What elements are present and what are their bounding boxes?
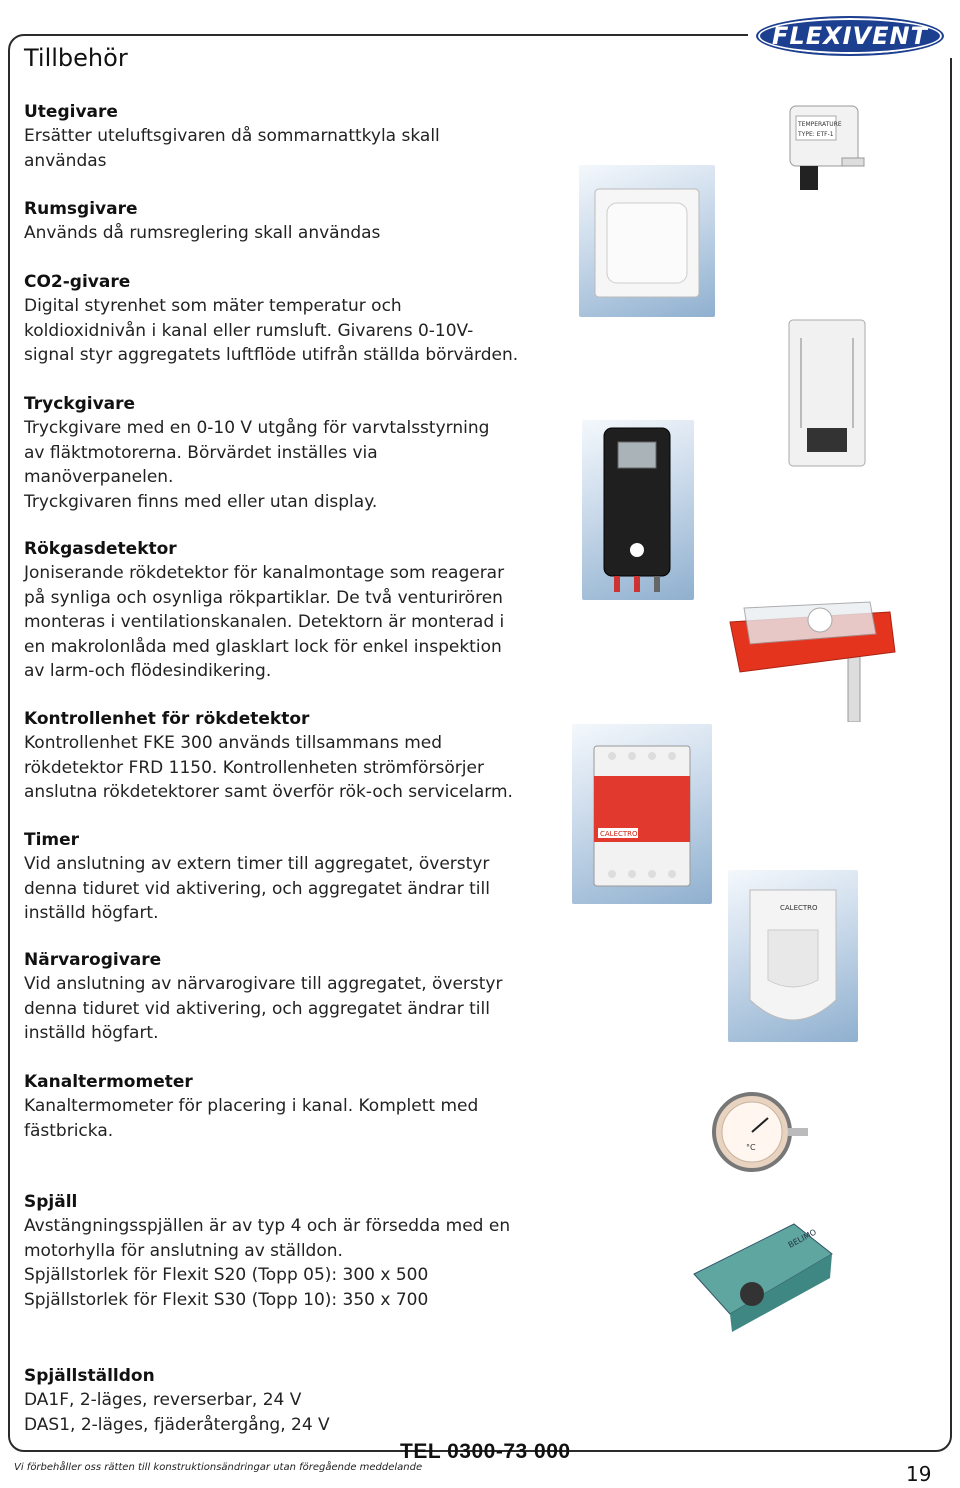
section-heading: CO2-givare [24, 272, 131, 292]
section-body: Tryckgivare med en 0-10 V utgång för varvtalsstyrning av fläktmotorerna. Börvärdet inställes via manöverpanelen. Tryckgivaren finns med eller utan display. [24, 418, 490, 512]
section-heading: Timer [24, 830, 80, 850]
pressure-sensor-image [582, 420, 694, 600]
section-narvarogivare [24, 948, 524, 1046]
page-title: Tillbehör [24, 44, 128, 72]
section-heading: Närvarogivare [24, 950, 162, 970]
section-body: Joniserande rökdetektor för kanalmontage som reagerar på synliga och osynliga rökpartiklar. De två venturirören monteras i ventilationskanalen. Detektorn är monterad i en makrolonlåda med glasklart lock för enkel inspektion av larm-och flödesindikering. [24, 563, 505, 681]
section-co2-givare [24, 270, 524, 368]
section-heading: Spjäll [24, 1192, 78, 1212]
section-body: Digital styrenhet som mäter temperatur och koldioxidnivån i kanal eller rumsluft. Givarens 0-10V- signal styr aggregatets luftflöde utifrån ställda börvärden. [24, 296, 519, 365]
section-body: DA1F, 2-läges, reverserbar, 24 V DAS1, 2-läges, fjäderåtergång, 24 V [24, 1390, 330, 1435]
section-heading: Rumsgivare [24, 199, 138, 219]
presence-sensor-image [728, 870, 858, 1042]
section-tryckgivare [24, 392, 524, 514]
section-rumsgivare [24, 197, 524, 246]
section-body: Används då rumsreglering skall användas [24, 223, 381, 243]
section-heading: Kontrollenhet för rökdetektor [24, 709, 310, 729]
thermometer-unit: °C [746, 1143, 756, 1152]
section-spjall [24, 1190, 524, 1312]
section-timer [24, 828, 524, 926]
section-heading: Spjällställdon [24, 1366, 155, 1386]
section-heading: Utegivare [24, 102, 118, 122]
room-sensor-image [579, 165, 715, 317]
section-body: Kanaltermometer för placering i kanal. Komplett med fästbricka. [24, 1096, 479, 1141]
section-heading: Rökgasdetektor [24, 539, 177, 559]
section-kanaltermometer [24, 1070, 524, 1143]
actuator-brand: BELIMO [786, 1227, 818, 1250]
co2-sensor-image [777, 308, 877, 473]
section-body: Ersätter uteluftsgivaren då sommarnattkyla skall användas [24, 126, 440, 171]
presence-sensor-brand: CALECTRO [780, 904, 818, 912]
smoke-detector-image [700, 572, 900, 722]
section-rokgasdetektor [24, 537, 524, 684]
duct-thermometer-image [700, 1078, 810, 1188]
section-body: Vid anslutning av närvarogivare till aggregatet, överstyr denna tiduret vid aktivering, och aggregatet ändrar till inställd högfart. [24, 974, 503, 1043]
section-heading: Kanaltermometer [24, 1072, 193, 1092]
footer-telephone: TEL 0300-73 000 [400, 1440, 571, 1463]
section-body: Avstängningsspjällen är av typ 4 och är försedda med en motorhylla för anslutning av ställdon. Spjällstorlek för Flexit S20 (Topp 05): 300 x 500 Spjällstorlek för Flexit S30 (Topp 10): 350 x 700 [24, 1216, 511, 1310]
smoke-control-unit-image [572, 724, 712, 904]
sensor-label: TEMPERATURE [798, 121, 842, 128]
damper-image [684, 1214, 834, 1334]
outdoor-sensor-image [770, 84, 880, 204]
brand-logo [748, 14, 952, 58]
sensor-type: TYPE: ETF-1 [798, 131, 834, 138]
brand-logo-text: FLEXIVENT [756, 16, 944, 56]
section-utegivare [24, 100, 524, 173]
section-spjallstalldon [24, 1364, 524, 1437]
section-body: Vid anslutning av extern timer till aggregatet, överstyr denna tiduret vid aktivering, och aggregatet ändrar till inställd högfart. [24, 854, 490, 923]
footer-disclaimer: Vi förbehåller oss rätten till konstruktionsändringar utan föregående meddelande [14, 1462, 423, 1473]
section-heading: Tryckgivare [24, 394, 136, 414]
section-body: Kontrollenhet FKE 300 används tillsammans med rökdetektor FRD 1150. Kontrollenheten strömförsörjer anslutna rökdetektorer samt överför rök-och servicelarm. [24, 733, 513, 802]
page-number: 19 [906, 1462, 932, 1486]
section-kontrollenhet [24, 707, 524, 805]
control-unit-brand: CALECTRO [600, 830, 638, 838]
